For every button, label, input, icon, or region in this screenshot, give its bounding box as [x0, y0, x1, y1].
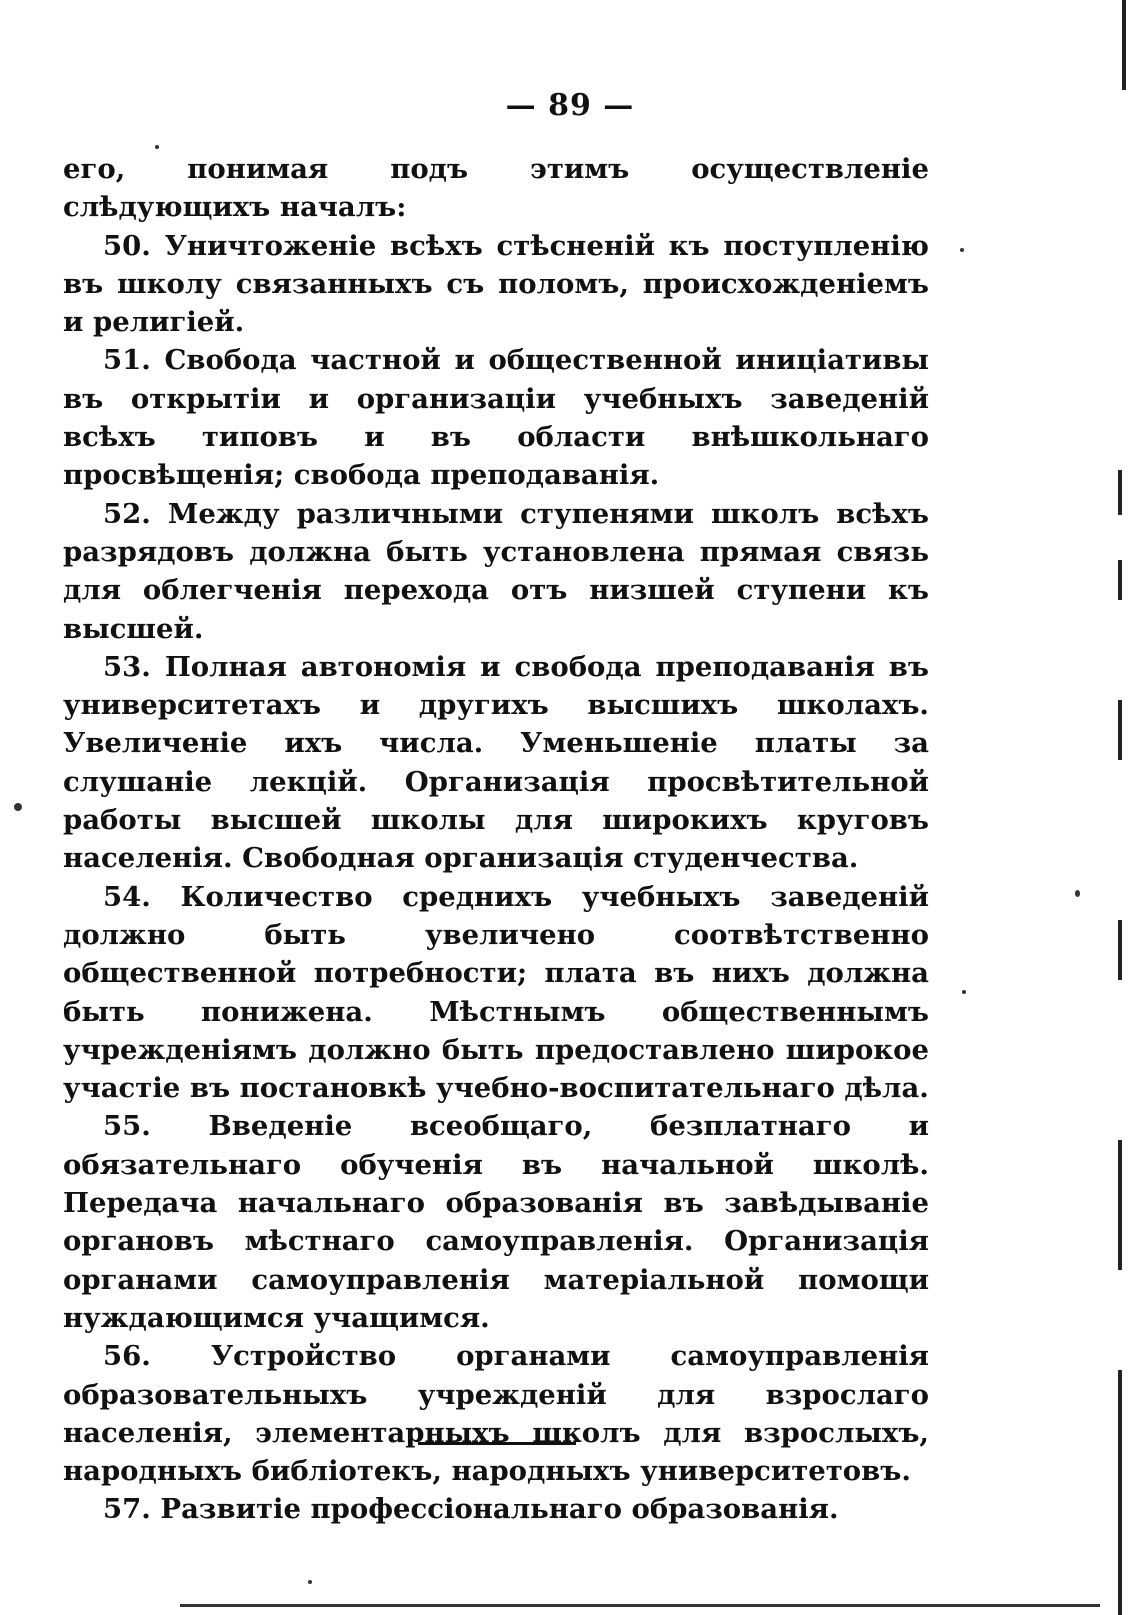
page-body: [63, 150, 929, 1529]
item-54: 54. Количество среднихъ учебныхъ заведеній должно быть увеличено соотвѣтственно общественной потребности; плата въ нихъ должна быть понижена. Мѣстнымъ общественнымъ учрежденіямъ должно быть предоставлено широкое участіе въ постановкѣ учебно-воспитательнаго дѣла.: [63, 880, 929, 1105]
scan-edge-line: [1118, 1140, 1122, 1270]
item-55: 55. Введеніе всеобщаго, безплатнаго и обязательнаго обученія въ начальной школѣ. Передача начальнаго образованія въ завѣдываніе органовъ мѣстнаго самоуправленія. Организація органами самоуправленія матеріальной помощи нуждающимся учащимся.: [63, 1110, 929, 1334]
scan-edge-line: [1118, 920, 1122, 980]
scan-bottom-edge: [180, 1604, 1100, 1607]
scan-edge-line: [1122, 0, 1126, 90]
scan-edge-line: [1118, 1370, 1122, 1615]
intro-paragraph: его, понимая подъ этимъ осуществленіе слѣдующихъ началъ:: [63, 153, 929, 224]
item-53: 53. Полная автономія и свобода преподаванія въ университетахъ и другихъ высшихъ школахъ. Увеличеніе ихъ числа. Уменьшеніе платы за слушаніе лекцій. Организація просвѣтительной работы высшей школы для широкихъ круговъ населенія. Свободная организація студенчества.: [63, 650, 929, 875]
scan-speck: [960, 248, 964, 252]
scan-speck: [155, 145, 159, 149]
scan-edge-line: [1118, 470, 1122, 515]
item-50: 50. Уничтоженіе всѣхъ стѣсненій къ поступленію въ школу связанныхъ съ поломъ, происхожденіемъ и религіей.: [63, 229, 929, 339]
scan-speck: [962, 990, 966, 994]
scan-speck: [14, 803, 22, 811]
scan-edge-line: [1118, 560, 1122, 600]
page-number: — 89 —: [505, 88, 635, 123]
end-rule-divider: [418, 1442, 576, 1445]
item-51: 51. Свобода частной и общественной иниціативы въ открытіи и организаціи учебныхъ заведеній всѣхъ типовъ и въ области внѣшкольнаго просвѣщенія; свобода преподаванія.: [63, 344, 929, 492]
item-56: 56. Устройство органами самоуправленія образовательныхъ учрежденій для взрослаго населенія, элементарныхъ школъ для взрослыхъ, народныхъ библіотекъ, народныхъ университетовъ.: [63, 1340, 929, 1488]
item-57: 57. Развитіе профессіональнаго образованія.: [103, 1493, 839, 1526]
scan-speck: [308, 1580, 312, 1584]
scan-speck: [1075, 890, 1080, 897]
scan-edge-line: [1118, 700, 1122, 760]
item-52: 52. Между различными ступенями школъ всѣхъ разрядовъ должна быть установлена прямая связь для облегченія перехода отъ низшей ступени къ высшей.: [63, 497, 929, 645]
